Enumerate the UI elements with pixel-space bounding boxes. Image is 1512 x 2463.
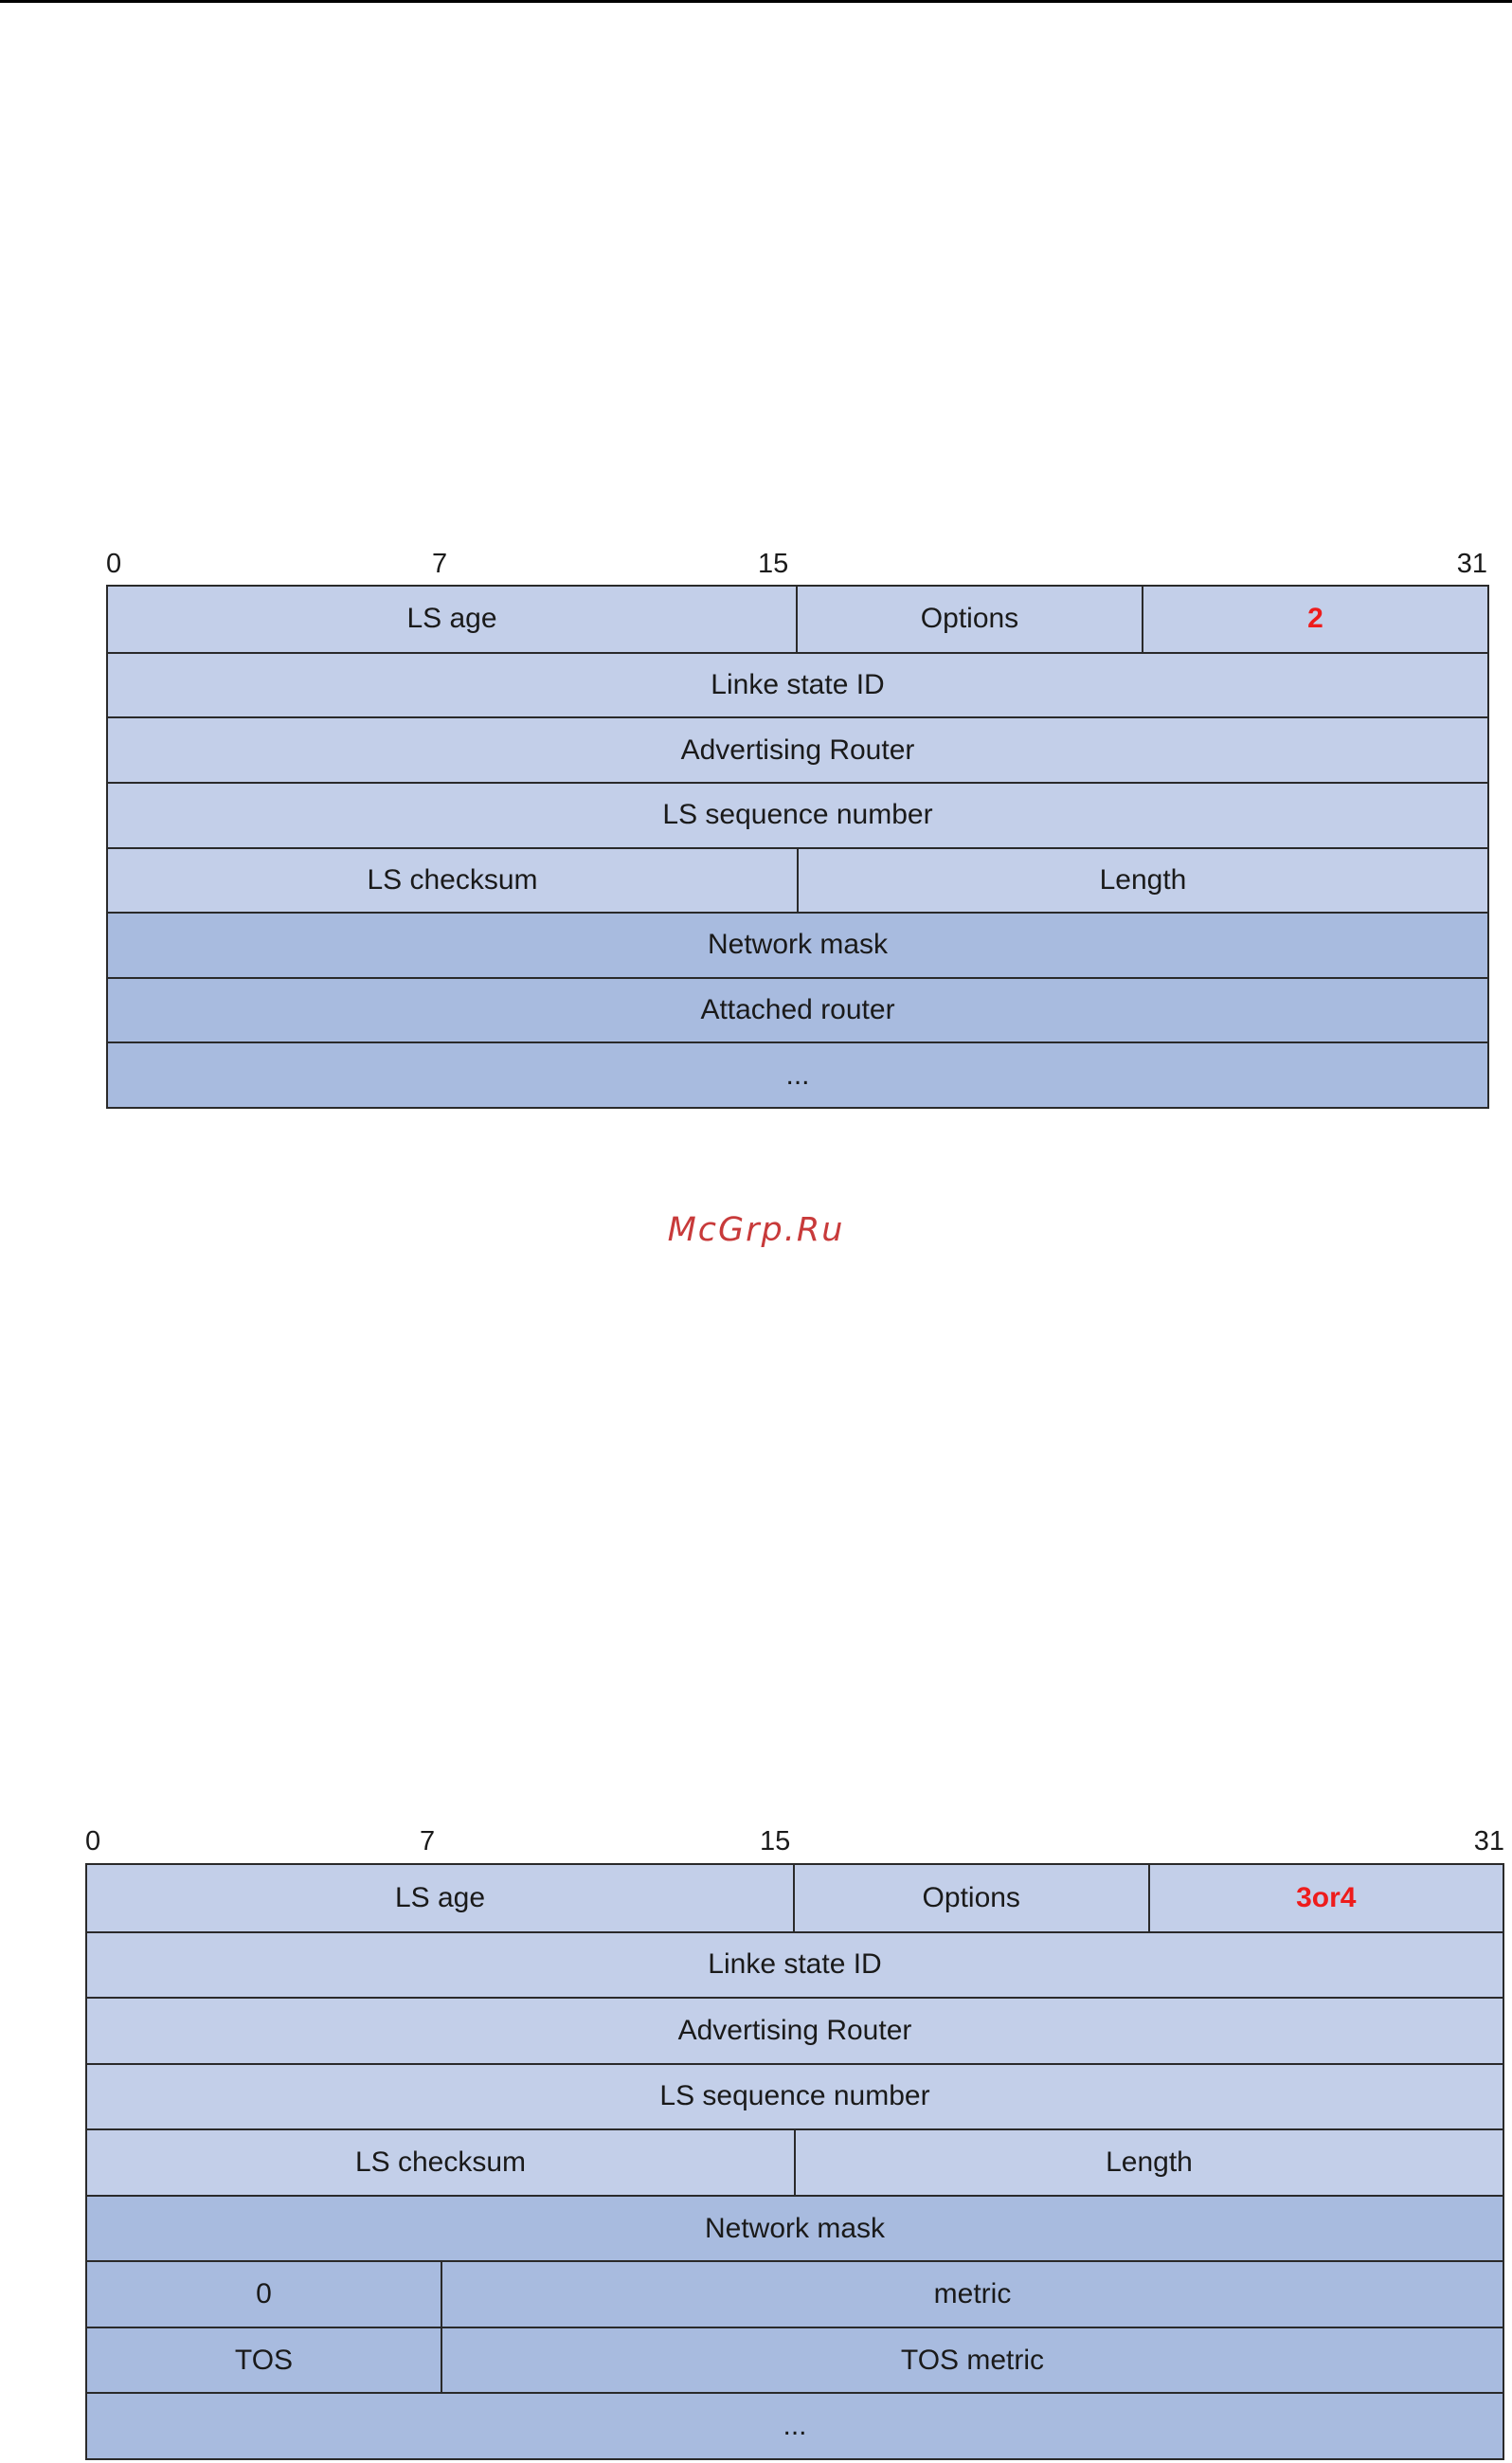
field-row — [108, 587, 1487, 652]
lsa-type-field: 3or4 — [1148, 1865, 1503, 1931]
field-row — [87, 1997, 1503, 2063]
packet-field-grid — [106, 585, 1489, 1109]
packet-field: LS checksum — [87, 2130, 794, 2195]
field-row — [87, 2392, 1503, 2458]
packet-field: LS age — [108, 587, 796, 652]
packet-field: LS checksum — [108, 849, 797, 913]
packet-field: LS sequence number — [108, 784, 1487, 847]
field-row — [87, 2260, 1503, 2327]
field-row — [108, 1041, 1487, 1107]
bit-ruler — [85, 1827, 1504, 1856]
bit-label-0: 0 — [106, 549, 122, 579]
lsa-type-field: 2 — [1142, 587, 1487, 652]
packet-field: ... — [87, 2394, 1503, 2458]
network-lsa-format-diagram — [106, 550, 1489, 1109]
packet-field: LS sequence number — [87, 2065, 1503, 2129]
bit-ruler — [106, 550, 1489, 578]
field-row — [108, 912, 1487, 977]
packet-field: Linke state ID — [87, 1933, 1503, 1998]
field-row — [108, 977, 1487, 1042]
bit-label-7: 7 — [432, 549, 448, 579]
packet-field: LS age — [87, 1865, 793, 1931]
bit-label-15: 15 — [758, 549, 789, 579]
packet-field: Network mask — [87, 2197, 1503, 2261]
summary-lsa-format-diagram — [85, 1827, 1504, 2460]
packet-field: 0 — [87, 2262, 441, 2327]
packet-field: Attached router — [108, 979, 1487, 1042]
bit-label-31: 31 — [1456, 549, 1487, 579]
packet-field: TOS metric — [441, 2328, 1503, 2393]
field-row — [87, 2128, 1503, 2195]
packet-field: Options — [796, 587, 1142, 652]
packet-field: Options — [793, 1865, 1148, 1931]
packet-field: TOS — [87, 2328, 441, 2393]
watermark-text: McGrp.Ru — [667, 1211, 845, 1249]
field-row — [87, 2063, 1503, 2129]
field-row — [87, 2327, 1503, 2393]
packet-field: Network mask — [108, 914, 1487, 977]
field-row — [108, 847, 1487, 913]
packet-field: Length — [797, 849, 1487, 913]
packet-field: metric — [441, 2262, 1503, 2327]
packet-field: Length — [794, 2130, 1503, 2195]
field-row — [87, 2195, 1503, 2261]
packet-field-grid — [85, 1863, 1504, 2460]
field-row — [87, 1865, 1503, 1931]
packet-field: Linke state ID — [108, 654, 1487, 717]
packet-field: Advertising Router — [108, 718, 1487, 782]
bit-label-15: 15 — [760, 1826, 791, 1856]
packet-field: ... — [108, 1043, 1487, 1107]
bit-label-7: 7 — [420, 1826, 436, 1856]
bit-label-31: 31 — [1473, 1826, 1504, 1856]
bit-label-0: 0 — [85, 1826, 101, 1856]
field-row — [87, 1931, 1503, 1998]
field-row — [108, 716, 1487, 782]
field-row — [108, 652, 1487, 717]
top-rule — [0, 0, 1512, 3]
packet-field: Advertising Router — [87, 1999, 1503, 2063]
field-row — [108, 782, 1487, 847]
